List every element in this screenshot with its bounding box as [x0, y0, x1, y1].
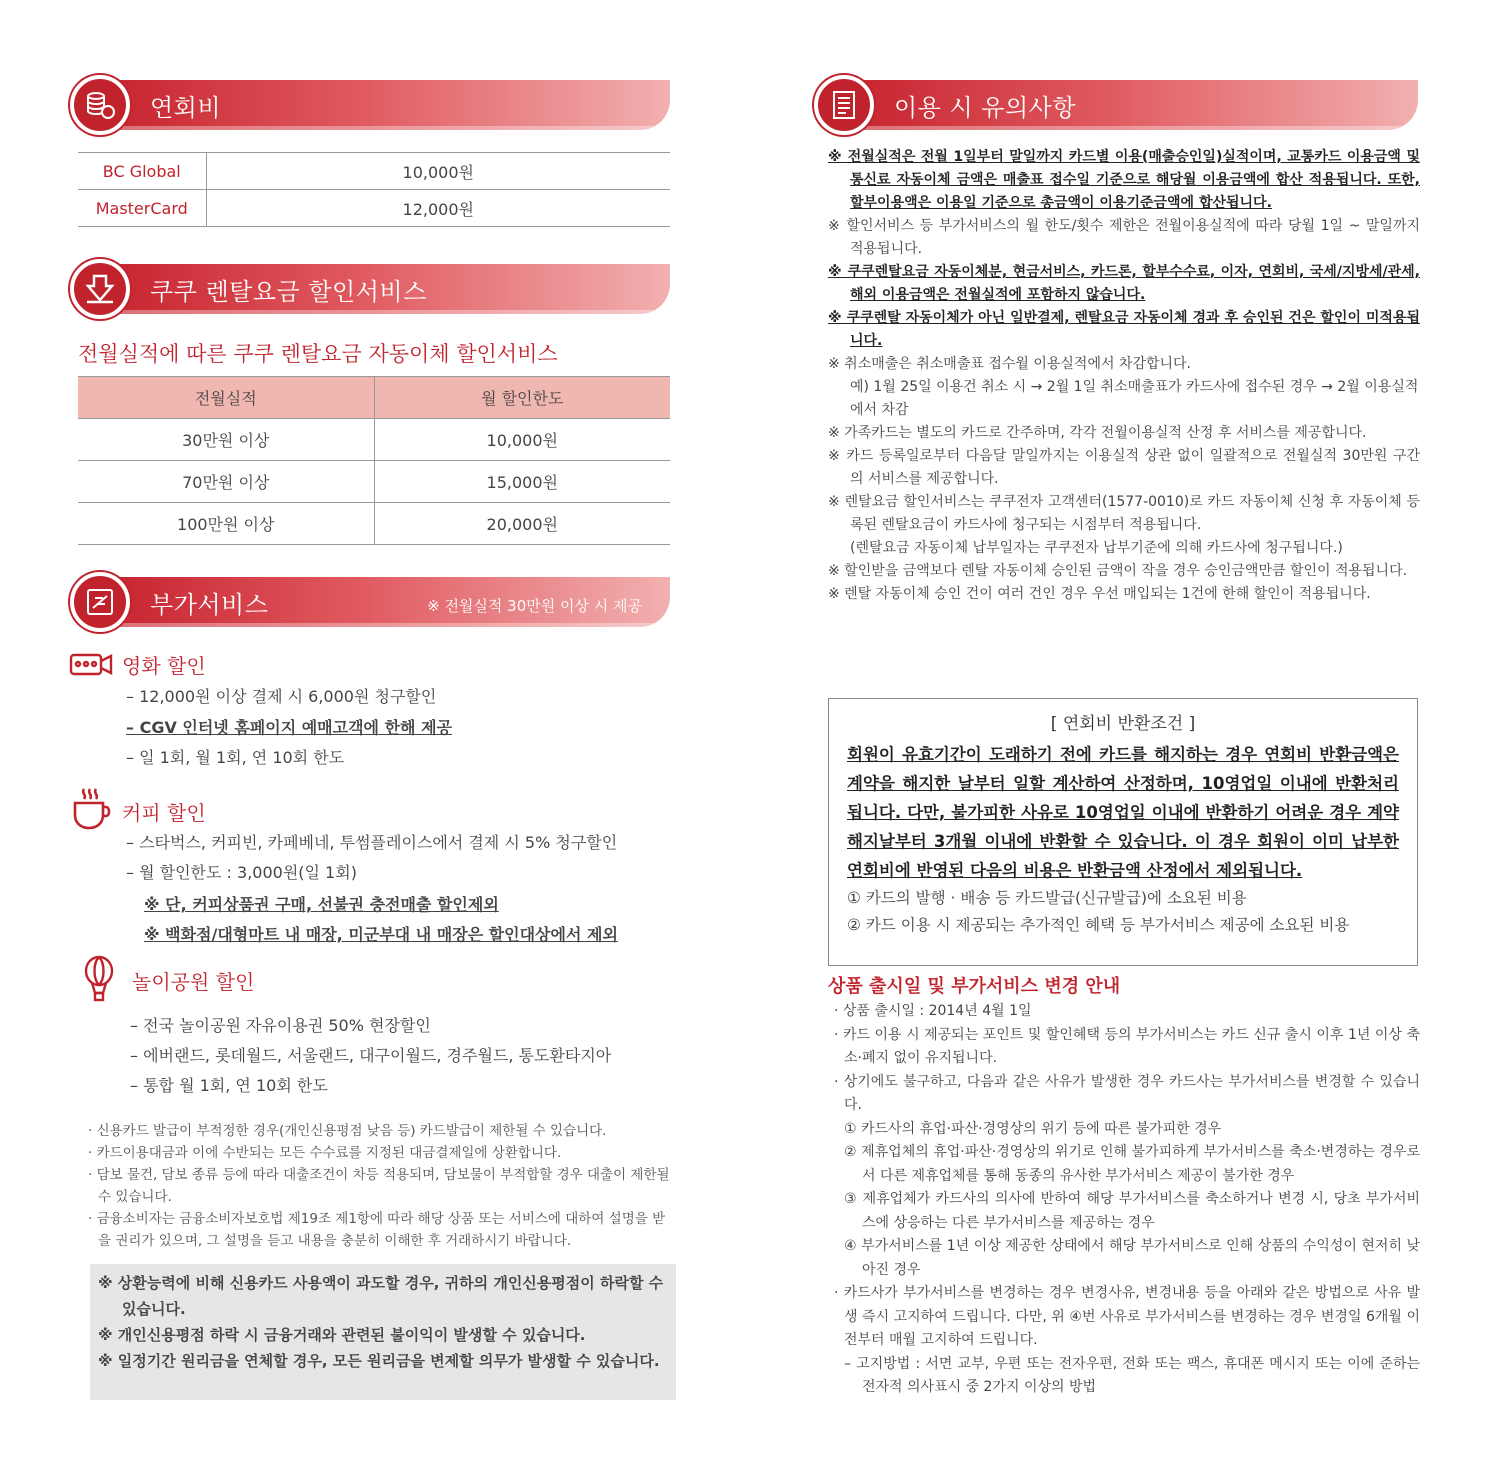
coffee-discount-title: 커피 할인 [122, 801, 206, 825]
table-cell: 20,000원 [374, 503, 670, 545]
rental-discount-table [78, 376, 670, 545]
refund-conditions-box [828, 698, 1418, 966]
note-item: · 카드이용대금과 이에 수반되는 모든 수수료를 지정된 대금결제일에 상환합니다. [88, 1145, 562, 1161]
table-row [78, 461, 670, 503]
coffee-line: – 스타벅스, 커피빈, 카페베네, 투썸플레이스에서 결제 시 5% 청구할인 [126, 833, 618, 852]
table-row [78, 419, 670, 461]
rental-header [78, 262, 670, 316]
table-row [78, 153, 670, 190]
notice-line: – 고지방법 : 서면 교부, 우편 또는 전자우편, 전화 또는 팩스, 휴대폰 메시지 또는 이에 준하는 전자적 의사표시 중 2가지 이상의 방법 [844, 1355, 1420, 1395]
warning-item: ※ 상환능력에 비해 신용카드 사용액이 과도할 경우, 귀하의 개인신용평점이 하락할 수 있습니다. [98, 1274, 664, 1318]
notice-line: · 상기에도 불구하고, 다음과 같은 사유가 발생한 경우 카드사는 부가서비스를 변경할 수 있습니다. [834, 1073, 1420, 1113]
usage-note: ※ 렌탈 자동이체 승인 건이 여러 건인 경우 우선 매입되는 1건에 한해 할인이 적용됩니다. [828, 586, 1371, 602]
header-cell: 전월실적 [78, 377, 374, 419]
usage-notes-list [828, 146, 1420, 606]
note-item: · 담보 물건, 담보 종류 등에 따라 대출조건이 차등 적용되며, 담보물이 부적합할 경우 대출이 제한될 수 있습니다. [88, 1167, 670, 1205]
usage-note: ※ 쿠쿠렌탈요금 자동이체분, 현금서비스, 카드론, 할부수수료, 이자, 연회비, 국세/지방세/관세, 해외 이용금액은 전월실적에 포함하지 않습니다. [828, 264, 1420, 303]
coins-icon [70, 75, 130, 135]
header-cell: 월 할인한도 [374, 377, 670, 419]
notice-line: ③ 제휴업체가 카드사의 의사에 반하여 해당 부가서비스를 축소하거나 변경 시, 당초 부가서비스에 상응하는 다른 부가서비스를 제공하는 경우 [844, 1191, 1420, 1231]
ticket-icon [70, 572, 130, 632]
usage-note-detail: (렌탈요금 자동이체 납부일자는 쿠쿠전자 납부기준에 의해 카드사에 청구됩니다.) [850, 540, 1343, 556]
annual-fee-header [78, 78, 670, 132]
table-row [78, 503, 670, 545]
notice-line: · 상품 출시일 : 2014년 4월 1일 [834, 1003, 1032, 1019]
extra-service-note: ※ 전월실적 30만원 이상 시 제공 [427, 597, 642, 615]
table-cell: 70만원 이상 [78, 461, 374, 503]
usage-note-example: 예) 1월 25일 이용건 취소 시 → 2월 1일 취소매출표가 카드사에 접수된 경우 → 2월 이용실적에서 차감 [850, 379, 1419, 418]
annual-fee-table [78, 152, 670, 227]
note-item: · 신용카드 발급이 부적정한 경우(개인신용평점 낮음 등) 카드발급이 제한될 수 있습니다. [88, 1123, 607, 1139]
table-cell: 15,000원 [374, 461, 670, 503]
launch-notice-title: 상품 출시일 및 부가서비스 변경 안내 [828, 976, 1121, 997]
notice-line: ① 카드사의 휴업·파산·경영상의 위기 등에 따른 불가피한 경우 [844, 1120, 1222, 1137]
coffee-line: – 월 할인한도 : 3,000원(일 1회) [126, 863, 357, 882]
note-item: · 금융소비자는 금융소비자보호법 제19조 제1항에 따라 해당 상품 또는 서비스에 대하여 설명을 받을 권리가 있으며, 그 설명을 듣고 내용을 충분히 이해한 후 거래하시기 바랍니다. [88, 1211, 666, 1249]
balloon-icon [82, 955, 116, 1007]
extra-service-header [78, 575, 670, 629]
table-row [78, 190, 670, 227]
coffee-line: ※ 백화점/대형마트 내 매장, 미군부대 내 매장은 할인대상에서 제외 [144, 925, 618, 944]
park-line: – 에버랜드, 롯데월드, 서울랜드, 대구이월드, 경주월드, 통도환타지아 [130, 1046, 612, 1065]
table-cell: 10,000원 [374, 419, 670, 461]
park-line: – 전국 놀이공원 자유이용권 50% 현장할인 [130, 1016, 431, 1035]
card-issue-notes [88, 1120, 673, 1252]
usage-note: ※ 전월실적은 전월 1일부터 말일까지 카드별 이용(매출승인일)실적이며, 교통카드 이용금액 및 통신료 자동이체 금액은 매출표 접수일 기준으로 해당월 이용금액에 합산 적용됩니다. 또한, 할부이용액은 이용일 기준으로 총금액이 이용기준금액에 합산됩니다. [828, 149, 1420, 211]
table-cell: 30만원 이상 [78, 419, 374, 461]
usage-note: ※ 카드 등록일로부터 다음달 말일까지는 이용실적 상관 없이 일괄적으로 전월실적 30만원 구간의 서비스를 제공합니다. [828, 448, 1420, 487]
notice-line: ④ 부가서비스를 1년 이상 제공한 상태에서 해당 부가서비스로 인해 상품의 수익성이 현저히 낮아진 경우 [844, 1238, 1420, 1278]
park-line: – 통합 월 1회, 연 10회 한도 [130, 1076, 328, 1095]
movie-camera-icon [68, 650, 116, 682]
rental-title: 쿠쿠 렌탈요금 할인서비스 [150, 278, 427, 306]
usage-note: ※ 할인받을 금액보다 렌탈 자동이체 승인된 금액이 작을 경우 승인금액만큼 할인이 적용됩니다. [828, 563, 1408, 579]
refund-item: ② 카드 이용 시 제공되는 추가적인 혜택 등 부가서비스 제공에 소요된 비용 [847, 916, 1350, 934]
movie-line: – 일 1회, 월 1회, 연 10회 한도 [126, 748, 345, 767]
table-cell: 100만원 이상 [78, 503, 374, 545]
usage-note: ※ 가족카드는 별도의 카드로 간주하며, 각각 전월이용실적 산정 후 서비스를 제공합니다. [828, 425, 1367, 441]
usage-note: ※ 렌탈요금 할인서비스는 쿠쿠전자 고객센터(1577-0010)로 카드 자동이체 신청 후 자동이체 등록된 렌탈요금이 카드사에 청구되는 시점부터 적용됩니다. [828, 494, 1420, 533]
usage-note: ※ 할인서비스 등 부가서비스의 월 한도/횟수 제한은 전월이용실적에 따라 당월 1일 ~ 말일까지 적용됩니다. [828, 218, 1420, 257]
rental-subtitle: 전월실적에 따른 쿠쿠 렌탈요금 자동이체 할인서비스 [78, 342, 558, 366]
refund-item: ① 카드의 발행 · 배송 등 카드발급(신규발급)에 소요된 비용 [847, 889, 1247, 907]
usage-note: ※ 취소매출은 취소매출표 접수월 이용실적에서 차감합니다. [828, 356, 1192, 372]
launch-notice-list [834, 1000, 1420, 1400]
notice-line: · 카드사가 부가서비스를 변경하는 경우 변경사유, 변경내용 등을 아래와 같은 방법으로 사유 발생 즉시 고지하여 드립니다. 다만, 위 ④번 사유로 부가서비스를 변경하는 경우 변경일 6개월 이전부터 매월 고지하여 드립니다. [834, 1285, 1420, 1348]
notice-line: · 카드 이용 시 제공되는 포인트 및 할인혜택 등의 부가서비스는 카드 신규 출시 이후 1년 이상 축소·폐지 없이 유지됩니다. [834, 1026, 1420, 1066]
warning-item: ※ 일정기간 원리금을 연체할 경우, 모든 원리금을 변제할 의무가 발생할 수 있습니다. [98, 1352, 660, 1370]
brand-cell: MasterCard [78, 190, 206, 227]
refund-body: 회원이 유효기간이 도래하기 전에 카드를 해지하는 경우 연회비 반환금액은 계약을 해지한 날부터 일할 계산하여 산정하며, 10영업일 이내에 반환처리됩니다. 다만, 불가피한 사유로 10영업일 이내에 반환하기 어려운 경우 계약 해지날부터 3개월 이내에 반환할 수 있습니다. 이 경우 회원이 이미 납부한 연회비에 반영된 다음의 비용은 반환금액 산정에서 제외됩니다. [847, 745, 1399, 880]
coffee-line: ※ 단, 커피상품권 구매, 선불권 충전매출 할인제외 [144, 895, 499, 914]
document-icon [814, 75, 874, 135]
usage-notes-header [822, 78, 1418, 132]
park-discount-title: 놀이공원 할인 [132, 970, 255, 994]
brand-cell: BC Global [78, 153, 206, 190]
movie-line: – 12,000원 이상 결제 시 6,000원 청구할인 [126, 687, 437, 706]
usage-note: ※ 쿠쿠렌탈 자동이체가 아닌 일반결제, 렌탈요금 자동이체 경과 후 승인된 건은 할인이 미적용됩니다. [828, 310, 1420, 349]
refund-title: [ 연회비 반환조건 ] [1050, 714, 1196, 734]
notice-line: ② 제휴업체의 휴업·파산·경영상의 위기로 인해 불가피하게 부가서비스를 축소·변경하는 경우로서 다른 제휴업체를 통해 동종의 유사한 부가서비스 제공이 불가한 경우 [844, 1144, 1420, 1184]
warning-item: ※ 개인신용평점 하락 시 금융거래와 관련된 불이익이 발생할 수 있습니다. [98, 1326, 586, 1344]
coffee-cup-icon [70, 786, 114, 836]
extra-service-title: 부가서비스 [150, 591, 269, 619]
movie-discount-title: 영화 할인 [122, 654, 206, 678]
movie-line: – CGV 인터넷 홈페이지 예매고객에 한해 제공 [126, 718, 452, 737]
download-arrow-icon [70, 259, 130, 319]
fee-cell: 12,000원 [206, 190, 670, 227]
annual-fee-title: 연회비 [150, 94, 222, 122]
fee-cell: 10,000원 [206, 153, 670, 190]
usage-notes-title: 이용 시 유의사항 [894, 94, 1077, 122]
credit-warning-box [90, 1264, 676, 1400]
table-header-row [78, 377, 670, 419]
